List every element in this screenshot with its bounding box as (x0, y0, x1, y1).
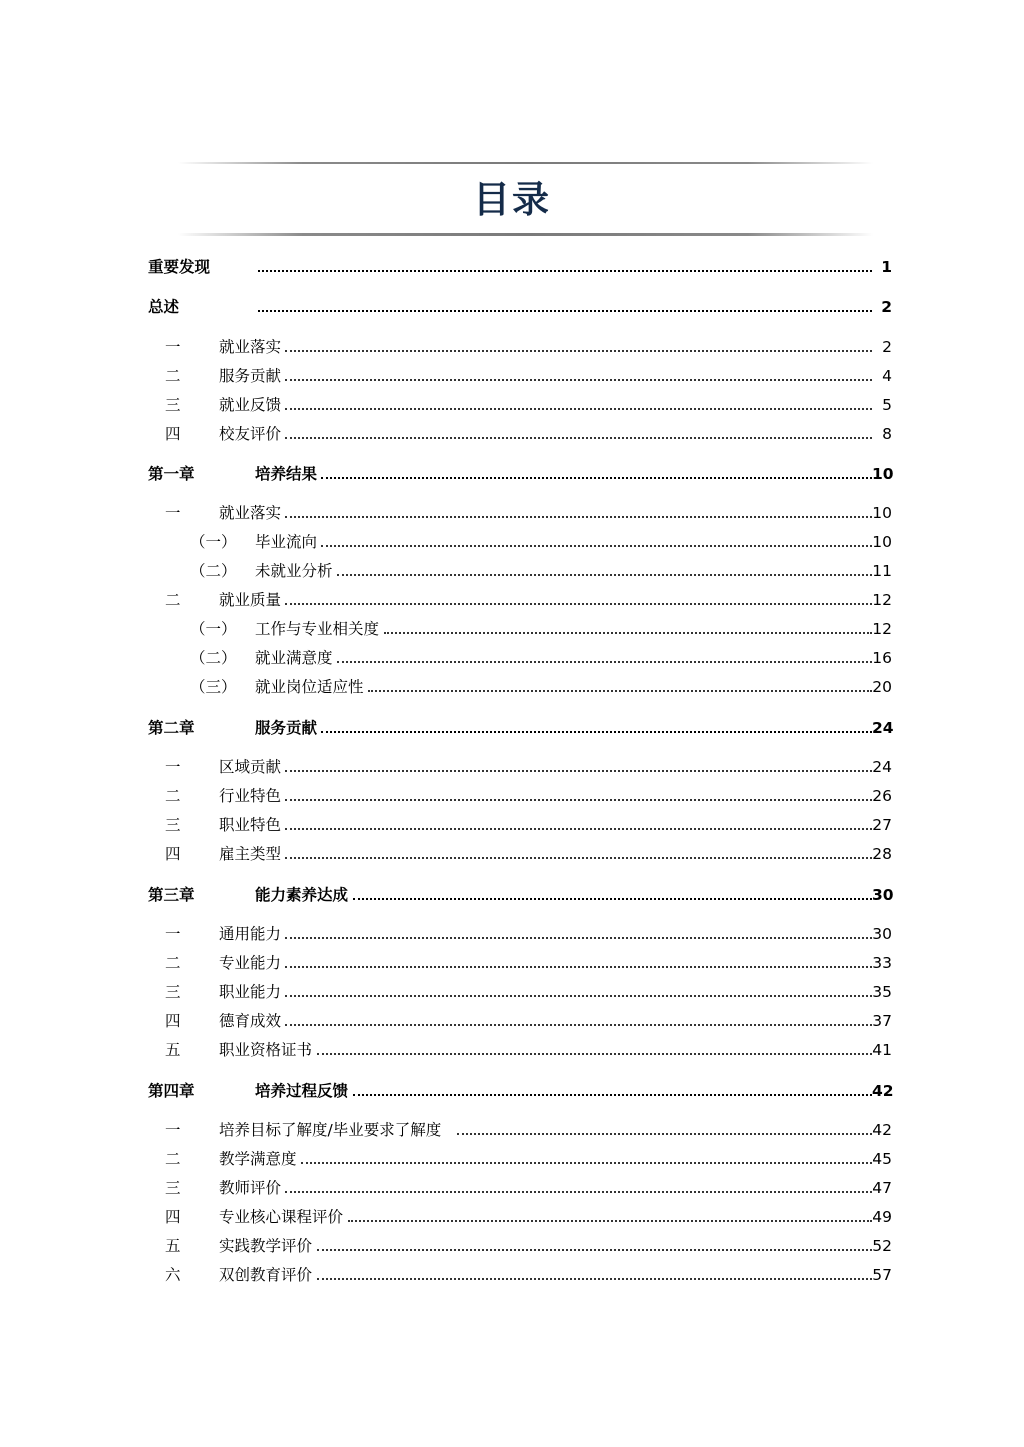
toc-page-number: 42 (872, 1121, 892, 1139)
toc-page-number: 16 (872, 649, 892, 667)
toc-entry[interactable] (0, 922, 1024, 946)
toc-entry-title: 职业资格证书 (219, 1041, 313, 1059)
toc-dot-leader (353, 1094, 872, 1096)
toc-entry-title: 行业特色 (219, 787, 282, 805)
toc-entry[interactable] (0, 980, 1024, 1004)
toc-page-number: 26 (872, 787, 892, 805)
toc-dot-leader (337, 574, 872, 576)
toc-entry-number: 二 (165, 1150, 181, 1168)
toc-page-number: 8 (882, 425, 892, 443)
toc-entry-number: 四 (165, 845, 181, 863)
toc-entry-title: 培养结果 (255, 465, 318, 483)
toc-entry-number: 三 (165, 983, 181, 1001)
toc-entry-title: 教师评价 (219, 1179, 282, 1197)
toc-page-number: 24 (872, 719, 894, 737)
toc-entry-number: 第一章 (148, 465, 195, 483)
toc-entry-number: 二 (165, 954, 181, 972)
toc-dot-leader (321, 477, 872, 479)
toc-dot-leader (285, 1191, 872, 1193)
toc-entry-title: 职业能力 (219, 983, 282, 1001)
toc-entry-title: 培养过程反馈 (255, 1082, 349, 1100)
toc-dot-leader (321, 545, 872, 547)
toc-dot-leader (285, 995, 872, 997)
toc-entry-title: 就业落实 (219, 338, 282, 356)
toc-page-number: 33 (872, 954, 892, 972)
toc-entry[interactable] (0, 364, 1024, 388)
toc-dot-leader (258, 270, 872, 272)
toc-entry[interactable] (0, 951, 1024, 975)
toc-entry-title: 实践教学评价 (219, 1237, 313, 1255)
toc-entry[interactable] (0, 530, 1024, 554)
toc-page-number: 27 (872, 816, 892, 834)
toc-entry[interactable] (0, 588, 1024, 612)
toc-entry-number: 第四章 (148, 1082, 195, 1100)
toc-dot-leader (348, 1220, 872, 1222)
toc-page-number: 30 (872, 886, 894, 904)
toc-page-number: 5 (882, 396, 892, 414)
toc-entry[interactable] (0, 1205, 1024, 1229)
toc-dot-leader (285, 857, 872, 859)
toc-entry-number: 四 (165, 1012, 181, 1030)
toc-dot-leader (285, 516, 872, 518)
toc-entry-title: 教学满意度 (219, 1150, 297, 1168)
toc-entry[interactable] (0, 675, 1024, 699)
toc-page-number: 10 (872, 504, 892, 522)
toc-entry-number: 三 (165, 816, 181, 834)
toc-entry[interactable] (0, 842, 1024, 866)
toc-entry-number: 二 (165, 367, 181, 385)
toc-entry-number: 六 (165, 1266, 181, 1284)
toc-entry-number: 一 (165, 338, 181, 356)
page-title: 目录 (473, 178, 551, 221)
toc-entry-title: 培养目标了解度/毕业要求了解度 (219, 1121, 442, 1139)
toc-entry[interactable] (0, 1176, 1024, 1200)
toc-entry-title: 专业能力 (219, 954, 282, 972)
toc-entry-title: 服务贡献 (219, 367, 282, 385)
title-top-rule (178, 162, 873, 164)
toc-entry[interactable] (0, 501, 1024, 525)
toc-entry-number: 三 (165, 1179, 181, 1197)
toc-page-number: 41 (872, 1041, 892, 1059)
toc-dot-leader (285, 799, 872, 801)
toc-entry[interactable] (0, 255, 1024, 279)
toc-entry[interactable] (0, 1263, 1024, 1287)
toc-entry[interactable] (0, 462, 1024, 486)
toc-page-number: 57 (872, 1266, 892, 1284)
title-bottom-rule (178, 233, 873, 236)
toc-entry[interactable] (0, 1038, 1024, 1062)
toc-entry-title: 就业反馈 (219, 396, 282, 414)
toc-entry-number: （二） (190, 649, 237, 667)
toc-dot-leader (285, 350, 872, 352)
toc-entry-number: （一） (190, 533, 237, 551)
toc-page-number: 2 (881, 298, 892, 316)
toc-dot-leader (317, 1278, 872, 1280)
toc-entry-number: 二 (165, 591, 181, 609)
toc-entry-number: 四 (165, 1208, 181, 1226)
toc-dot-leader (285, 437, 872, 439)
toc-entry[interactable] (0, 1234, 1024, 1258)
toc-entry-title: 专业核心课程评价 (219, 1208, 344, 1226)
toc-entry[interactable] (0, 393, 1024, 417)
toc-entry-number: （三） (190, 678, 237, 696)
toc-dot-leader (301, 1162, 872, 1164)
toc-entry-number: （二） (190, 562, 237, 580)
toc-entry-number: 第二章 (148, 719, 195, 737)
toc-entry[interactable] (0, 559, 1024, 583)
toc-entry[interactable] (0, 784, 1024, 808)
toc-page-number: 4 (882, 367, 892, 385)
toc-dot-leader (321, 731, 872, 733)
toc-entry-number: 一 (165, 504, 181, 522)
toc-dot-leader (285, 770, 872, 772)
toc-page-number: 52 (872, 1237, 892, 1255)
toc-entry[interactable] (0, 716, 1024, 740)
toc-page-number: 30 (872, 925, 892, 943)
toc-entry-title: 能力素养达成 (255, 886, 349, 904)
toc-dot-leader (317, 1249, 872, 1251)
toc-entry-number: （一） (190, 620, 237, 638)
toc-entry-title: 双创教育评价 (219, 1266, 313, 1284)
toc-entry-title: 未就业分析 (255, 562, 333, 580)
toc-entry[interactable] (0, 813, 1024, 837)
toc-entry-number: 一 (165, 758, 181, 776)
toc-dot-leader (258, 310, 872, 312)
toc-entry[interactable] (0, 1118, 1024, 1142)
toc-page-number: 10 (872, 533, 892, 551)
toc-entry[interactable] (0, 295, 1024, 319)
toc-page-number: 24 (872, 758, 892, 776)
toc-entry-title: 就业岗位适应性 (255, 678, 364, 696)
toc-entry[interactable] (0, 422, 1024, 446)
toc-entry-title: 校友评价 (219, 425, 282, 443)
toc-entry-title: 职业特色 (219, 816, 282, 834)
toc-dot-leader (285, 408, 872, 410)
toc-dot-leader (285, 603, 872, 605)
toc-page-number: 37 (872, 1012, 892, 1030)
toc-entry-title: 工作与专业相关度 (255, 620, 380, 638)
toc-entry-title: 总述 (148, 298, 180, 316)
toc-page-number: 10 (872, 465, 894, 483)
toc-dot-leader (285, 966, 872, 968)
toc-dot-leader (368, 690, 872, 692)
toc-entry-title: 就业质量 (219, 591, 282, 609)
toc-entry-number: 二 (165, 787, 181, 805)
toc-page-number: 2 (882, 338, 892, 356)
toc-entry-title: 通用能力 (219, 925, 282, 943)
toc-dot-leader (285, 1024, 872, 1026)
toc-entry-number: 第三章 (148, 886, 195, 904)
toc-entry-title: 德育成效 (219, 1012, 282, 1030)
toc-entry-title: 区域贡献 (219, 758, 282, 776)
toc-entry-title: 就业落实 (219, 504, 282, 522)
toc-entry-number: 三 (165, 396, 181, 414)
toc-entry[interactable] (0, 1009, 1024, 1033)
toc-dot-leader (353, 898, 872, 900)
toc-entry-title: 服务贡献 (255, 719, 318, 737)
toc-page-number: 1 (881, 258, 892, 276)
toc-page-number: 49 (872, 1208, 892, 1226)
toc-entry[interactable] (0, 617, 1024, 641)
toc-entry-title: 毕业流向 (255, 533, 318, 551)
toc-entry-number: 四 (165, 425, 181, 443)
toc-entry[interactable] (0, 646, 1024, 670)
toc-entry[interactable] (0, 1079, 1024, 1103)
toc-entry[interactable] (0, 1147, 1024, 1171)
toc-entry-number: 五 (165, 1041, 181, 1059)
toc-entry-number: 一 (165, 925, 181, 943)
toc-page-number: 28 (872, 845, 892, 863)
toc-dot-leader (457, 1133, 872, 1135)
toc-page-number: 42 (872, 1082, 894, 1100)
toc-entry-title: 雇主类型 (219, 845, 282, 863)
toc-page-number: 12 (872, 591, 892, 609)
toc-entry-title: 重要发现 (148, 258, 211, 276)
toc-page-number: 20 (872, 678, 892, 696)
toc-entry[interactable] (0, 755, 1024, 779)
toc-entry-number: 一 (165, 1121, 181, 1139)
toc-page-number: 11 (872, 562, 892, 580)
toc-entry-title: 就业满意度 (255, 649, 333, 667)
toc-dot-leader (285, 937, 872, 939)
toc-page-number: 12 (872, 620, 892, 638)
toc-entry-number: 五 (165, 1237, 181, 1255)
toc-page-number: 35 (872, 983, 892, 1001)
toc-entry[interactable] (0, 335, 1024, 359)
toc-dot-leader (285, 828, 872, 830)
toc-dot-leader (337, 661, 872, 663)
toc-dot-leader (384, 632, 872, 634)
toc-dot-leader (285, 379, 872, 381)
toc-page-number: 45 (872, 1150, 892, 1168)
toc-dot-leader (317, 1053, 872, 1055)
toc-entry[interactable] (0, 883, 1024, 907)
toc-page-number: 47 (872, 1179, 892, 1197)
